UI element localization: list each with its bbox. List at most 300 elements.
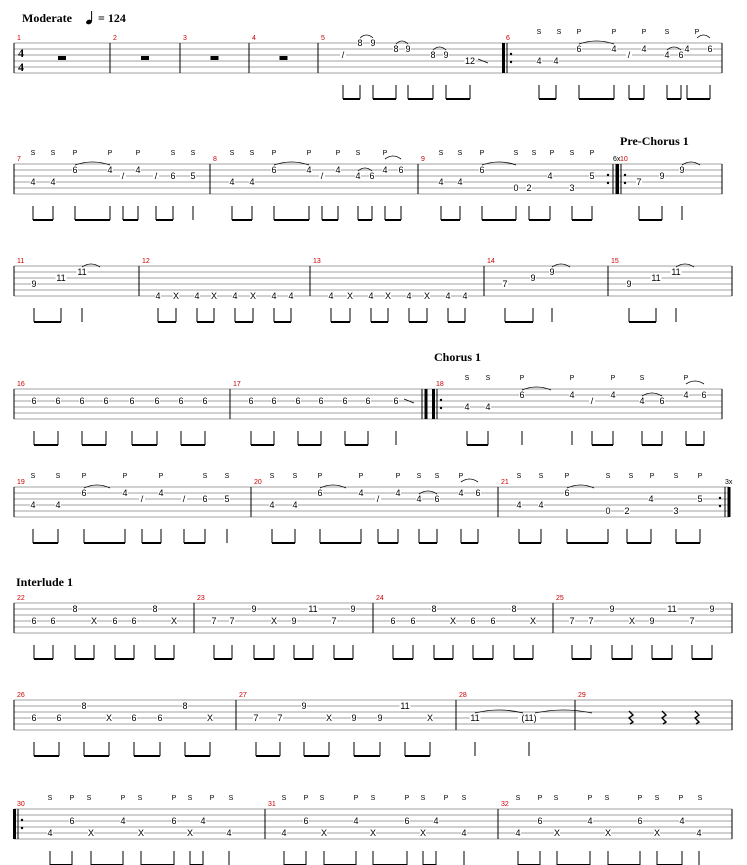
measure-number: 25 [556,595,564,602]
fret-number: 4 [457,177,463,188]
technique-mark: P [678,795,684,802]
fret-number: 4 [538,500,544,511]
technique-mark: S [438,150,444,157]
measure-number: 6 [506,35,510,42]
fret-number: 11 [667,604,677,615]
fret-number: 9 [609,604,615,615]
tie-arc [535,710,592,713]
fret-number: 6 [701,390,707,401]
tie-arc [84,485,110,488]
quarter-note-icon [85,11,92,25]
fret-number: 8 [393,44,399,55]
technique-mark: S [50,150,56,157]
fret-number: 4 [335,165,341,176]
technique-mark: P [683,375,689,382]
fret-number: X [604,828,612,839]
fret-number: / [376,494,380,505]
fret-number: 4 [515,828,521,839]
technique-mark: S [137,795,143,802]
measure-number: 14 [487,258,495,265]
measure-number: 26 [17,692,25,699]
repeat-start-bar [432,389,435,419]
fret-number: 9 [659,171,665,182]
measure-number: 15 [611,258,619,265]
fret-number: 6 [390,616,396,627]
tab-staff-row [14,258,732,322]
repeat-dot [510,61,512,63]
repeat-dot [510,53,512,55]
repeat-dot [607,182,609,184]
fret-number: 7 [277,713,283,724]
whole-rest [211,56,219,60]
measure-number: 31 [268,801,276,808]
quarter-rest [629,711,633,724]
fret-number: 9 [709,604,715,615]
tie-arc [579,41,614,44]
measure [254,473,498,543]
technique-mark: S [202,473,208,480]
fret-number: 4 [355,171,361,182]
fret-number: 4 [120,816,126,827]
fret-number: 6 [112,616,118,627]
technique-mark: S [355,150,361,157]
measure [501,473,733,543]
repeat-dot [719,497,721,499]
technique-mark: S [170,150,176,157]
tie-arc [75,162,110,165]
measure-number: 1 [17,35,21,42]
technique-mark: P [306,150,312,157]
technique-mark: S [249,150,255,157]
fret-number: 9 [679,165,685,176]
measure-number: 17 [233,381,241,388]
fret-number: 4 [395,488,401,499]
technique-mark: P [537,795,543,802]
tie-arc [482,162,516,165]
technique-mark: S [569,150,575,157]
technique-mark: S [86,795,92,802]
measure-number: 32 [501,801,509,808]
time-signature-bottom: 4 [18,60,24,74]
technique-mark: S [420,795,426,802]
tab-staff-row [13,795,732,865]
fret-number: X [172,291,180,302]
technique-mark: P [120,795,126,802]
tab-staves [13,29,733,865]
time-signature-top: 4 [18,46,24,60]
fret-number: 4 [536,56,542,67]
fret-number: 4 [47,828,53,839]
fret-number: 4 [122,488,128,499]
tab-staff-row [14,473,733,543]
fret-number: 7 [636,177,642,188]
technique-mark: P [317,473,323,480]
repeat-dot [624,182,626,184]
fret-number: 4 [50,177,56,188]
fret-number: X [320,828,328,839]
measure-number: 7 [17,156,21,163]
measure-number: 8 [213,156,217,163]
fret-number: 3 [569,183,575,194]
fret-number: / [320,171,324,182]
technique-mark: S [556,29,562,36]
fret-number: 6 [295,396,301,407]
fret-number: X [346,291,354,302]
technique-mark: P [641,29,647,36]
fret-number: 4 [358,488,364,499]
technique-mark: S [673,473,679,480]
fret-number: X [653,828,661,839]
fret-number: 9 [301,701,307,712]
technique-mark: S [536,29,542,36]
quarter-rest [695,711,699,724]
fret-number: 6 [55,396,61,407]
technique-mark: S [639,375,645,382]
technique-mark: P [649,473,655,480]
fret-number: X [270,616,278,627]
tie-arc [274,162,309,165]
fret-number: 4 [641,44,647,55]
fret-number: 0 [513,183,519,194]
fret-number: 6 [131,713,137,724]
repeat-dot [21,819,23,821]
fret-number: 6 [519,390,525,401]
fret-number: 6 [576,44,582,55]
fret-number: 4 [382,165,388,176]
fret-number: 4 [639,396,645,407]
technique-mark: S [538,473,544,480]
quarter-rest [662,711,666,724]
technique-mark: P [158,473,164,480]
fret-number: X [325,713,333,724]
measure-number: 19 [17,479,25,486]
fret-number: 9 [350,604,356,615]
repeat-start-bar [13,809,16,839]
fret-number: 6 [537,816,543,827]
fret-number: 6 [157,713,163,724]
tab-staff-row [14,150,722,220]
fret-number: 6 [72,165,78,176]
fret-number: X [423,291,431,302]
technique-mark: P [458,473,464,480]
fret-number: 4 [587,816,593,827]
fret-number: 8 [81,701,87,712]
repeat-dot [719,505,721,507]
fret-number: 6 [303,816,309,827]
fret-number: 9 [370,38,376,49]
technique-mark: S [553,795,559,802]
fret-number: 8 [430,50,436,61]
fret-number: X [210,291,218,302]
measure-number: 3 [183,35,187,42]
section-label: Pre-Chorus 1 [620,134,689,148]
fret-number: 6 [202,396,208,407]
fret-number: 6 [129,396,135,407]
fret-number: X [87,828,95,839]
fret-number: 7 [502,279,508,290]
fret-number: 4 [664,50,670,61]
fret-number: 9 [405,44,411,55]
fret-number: 7 [229,616,235,627]
fret-number: / [140,494,144,505]
technique-mark: S [531,150,537,157]
fret-number: 6 [564,488,570,499]
measure [432,375,722,445]
technique-mark: S [319,795,325,802]
fret-number: 7 [569,616,575,627]
technique-mark: P [107,150,113,157]
technique-mark: P [479,150,485,157]
fret-number: 9 [31,279,37,290]
fret-number: 4 [200,816,206,827]
fret-number: 6 [369,171,375,182]
technique-mark: S [30,473,36,480]
fret-number: / [590,396,594,407]
fret-number: 6 [170,171,176,182]
repeat-dot [21,827,23,829]
technique-mark: P [589,150,595,157]
fret-number: X [186,828,194,839]
fret-number: 8 [511,604,517,615]
technique-mark: S [281,795,287,802]
fret-number: X [628,616,636,627]
fret-number: X [419,828,427,839]
fret-number: 11 [651,273,661,284]
technique-mark: P [564,473,570,480]
technique-mark: P [404,795,410,802]
technique-mark: P [395,473,401,480]
technique-mark: S [485,375,491,382]
fret-number: 4 [271,291,277,302]
fret-number: 9 [351,713,357,724]
fret-number: (11) [521,713,537,724]
fret-number: 4 [328,291,334,302]
fret-number: 4 [547,171,553,182]
fret-number: 7 [253,713,259,724]
technique-mark: P [611,29,617,36]
fret-number: 4 [458,488,464,499]
measure [421,150,621,220]
technique-mark: P [209,795,215,802]
fret-number: 7 [689,616,695,627]
technique-mark: P [637,795,643,802]
technique-mark: P [549,150,555,157]
tie-arc [552,264,570,267]
header [22,11,126,25]
repeat-dot [440,399,442,401]
technique-mark: P [72,150,78,157]
fret-number: 4 [611,44,617,55]
technique-mark: S [190,150,196,157]
section-label: Chorus 1 [434,350,482,364]
fret-number: 4 [416,494,422,505]
technique-mark: S [664,29,670,36]
technique-mark: S [370,795,376,802]
fret-number: 3 [673,506,679,517]
measure-number: 5 [321,35,325,42]
fret-number: X [384,291,392,302]
technique-mark: P [335,150,341,157]
tab-staff-row [14,692,732,756]
section-label: Interlude 1 [16,575,73,589]
whole-rest [58,56,66,60]
fret-number: 6 [79,396,85,407]
technique-mark: S [697,795,703,802]
fret-number: 9 [530,273,536,284]
repeat-dot [607,174,609,176]
measure-number: 27 [239,692,247,699]
fret-number: 4 [461,828,467,839]
fret-number: 6 [202,494,208,505]
technique-mark: S [516,473,522,480]
fret-number: 4 [55,500,61,511]
fret-number: 5 [190,171,196,182]
fret-number: X [426,713,434,724]
fret-number: 6 [342,396,348,407]
fret-number: 6 [271,165,277,176]
fret-number: 4 [353,816,359,827]
repeat-count: 3x [725,479,733,486]
fret-number: 4 [292,500,298,511]
fret-number: 6 [410,616,416,627]
technique-mark: P [610,375,616,382]
tie-arc [686,381,704,384]
technique-mark: P [358,473,364,480]
fret-number: 6 [398,165,404,176]
fret-number: 9 [626,279,632,290]
technique-mark: S [269,473,275,480]
technique-mark: S [457,150,463,157]
fret-number: / [627,50,631,61]
fret-number: X [105,713,113,724]
repeat-dot [440,407,442,409]
technique-mark: S [47,795,53,802]
fret-number: 5 [589,171,595,182]
bpm-value: = 124 [98,11,126,25]
fret-number: 6 [365,396,371,407]
fret-number: 4 [158,488,164,499]
fret-number: 7 [331,616,337,627]
fret-number: 6 [318,396,324,407]
technique-mark: P [587,795,593,802]
fret-number: 4 [226,828,232,839]
measure [13,795,265,865]
fret-number: 4 [269,500,275,511]
technique-mark: S [228,795,234,802]
fret-number: 6 [56,713,62,724]
fret-number: 6 [637,816,643,827]
fret-number: 11 [77,267,87,278]
fret-number: 4 [445,291,451,302]
fret-number: / [341,50,345,61]
fret-number: 6 [475,488,481,499]
fret-number: 0 [605,506,611,517]
technique-mark: P [697,473,703,480]
fret-number: X [170,616,178,627]
measure-number: 21 [501,479,509,486]
fret-number: 9 [291,616,297,627]
technique-mark: S [605,473,611,480]
technique-mark: S [224,473,230,480]
technique-mark: S [461,795,467,802]
fret-number: 4 [135,165,141,176]
tie-arc [385,156,401,159]
measure-number: 16 [17,381,25,388]
fret-number: 4 [288,291,294,302]
fret-number: 6 [50,616,56,627]
fret-number: 4 [368,291,374,302]
technique-mark: P [443,795,449,802]
fret-number: 11 [308,604,318,615]
fret-number: 6 [479,165,485,176]
fret-number: 6 [678,50,684,61]
fret-number: X [369,828,377,839]
fret-number: 6 [31,713,37,724]
technique-mark: S [464,375,470,382]
fret-number: 6 [434,494,440,505]
tie-arc [682,162,700,165]
measure-number: 30 [17,801,25,808]
fret-number: 6 [707,44,713,55]
fret-number: 4 [155,291,161,302]
fret-number: 4 [679,816,685,827]
fret-number: 6 [470,616,476,627]
fret-number: X [449,616,457,627]
technique-mark: S [604,795,610,802]
repeat-dot [624,174,626,176]
technique-mark: P [81,473,87,480]
fret-number: 4 [569,390,575,401]
fret-number: X [553,828,561,839]
fret-number: X [206,713,214,724]
fret-number: 4 [306,165,312,176]
fret-number: 6 [271,396,277,407]
measure-number: 13 [313,258,321,265]
fret-number: 4 [648,494,654,505]
fret-number: 6 [103,396,109,407]
fret-number: 9 [377,713,383,724]
measure [17,150,210,220]
technique-mark: P [382,150,388,157]
fret-number: 9 [649,616,655,627]
repeat-start-bar [616,164,619,194]
fret-number: 11 [400,701,410,712]
fret-number: 4 [683,390,689,401]
measure [502,29,722,99]
fret-number: / [154,171,158,182]
fret-number: 6 [31,616,37,627]
fret-number: 6 [490,616,496,627]
technique-mark: P [694,29,700,36]
measure [501,795,732,865]
fret-number: 6 [131,616,137,627]
measure-number: 10 [620,156,628,163]
fret-number: 4 [433,816,439,827]
fret-number: 4 [438,177,444,188]
fret-number: 6 [69,816,75,827]
fret-number: 6 [317,488,323,499]
fret-number: 11 [470,713,480,724]
measure-number: 28 [459,692,467,699]
technique-mark: P [135,150,141,157]
fret-number: 6 [178,396,184,407]
repeat-end-bar [728,487,731,517]
fret-number: 9 [443,50,449,61]
fret-number: 4 [232,291,238,302]
fret-number: 4 [30,500,36,511]
tie-arc [522,387,551,390]
technique-mark: S [229,150,235,157]
